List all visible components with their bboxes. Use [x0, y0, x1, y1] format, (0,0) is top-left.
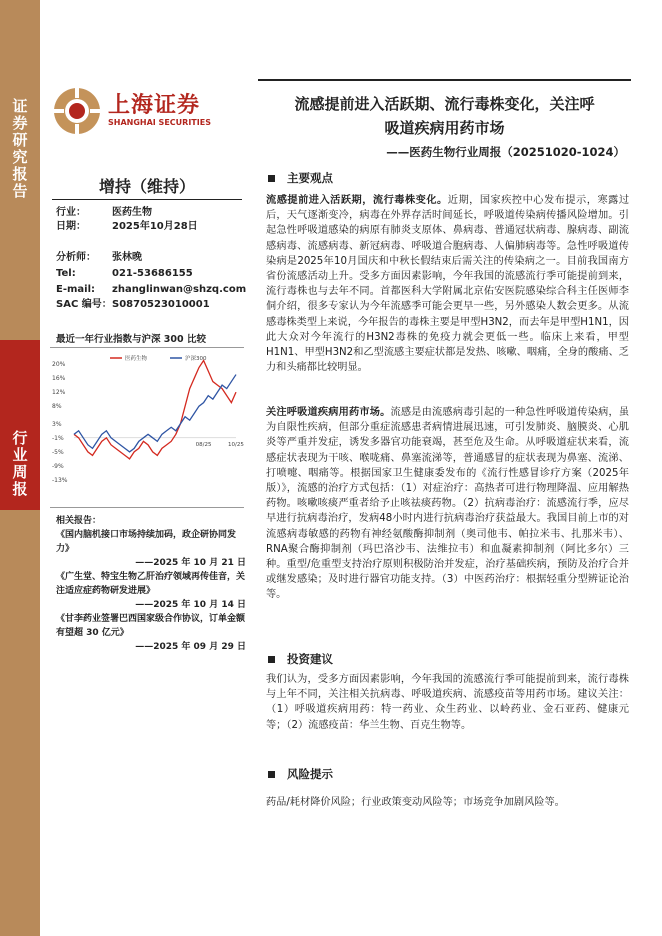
sac-key: SAC 编号：	[56, 299, 112, 310]
index-chart	[50, 352, 244, 502]
section-investment	[268, 651, 333, 667]
sidebar-top-label: 证券研究报告	[12, 97, 28, 200]
paragraph-investment: 我们认为，受多方面因素影响，今年我国的流感流行季可能提前到来，流行毒株与上年不同，关注相关抗病毒、呼吸道疾病、流感疫苗等用药市场。建议关注：（1）呼吸道疾病用药：特一药业、众生药业、以岭药业、金石亚药、健康元等；（2）流感疫苗：华兰生物、百克生物等。	[266, 674, 629, 731]
logo-en: SHANGHAI SECURITIES	[108, 118, 211, 127]
logo-cn: 上海证券	[108, 93, 201, 118]
chart-rule	[50, 347, 244, 348]
rating: 增持（维持）	[98, 177, 195, 196]
date-row	[56, 220, 198, 234]
section-risk	[268, 766, 333, 782]
paragraph-flu-season	[266, 193, 629, 375]
section-main-points-label: 主要观点	[287, 171, 333, 185]
tel-key: Tel:	[56, 268, 76, 279]
related-date-2: ——2025 年 10 月 14 日	[135, 600, 246, 610]
page-subtitle: ——医药生物行业周报（20251020-1024）	[386, 145, 625, 159]
paragraph-respiratory-drugs-lead: 关注呼吸道疾病用药市场。	[266, 407, 391, 418]
sidebar-block-label: 行业周报	[12, 429, 28, 498]
title-line-1: 流感提前进入活跃期、流行毒株变化，关注呼	[294, 95, 595, 113]
bullet-square-icon	[268, 656, 275, 663]
y-tick-label: -5%	[52, 448, 64, 456]
y-tick-label: -13%	[52, 477, 68, 484]
logo-mark	[52, 86, 102, 136]
chart-bottom-rule	[50, 507, 244, 508]
industry-value: 医药生物	[112, 207, 152, 218]
header-rule	[258, 79, 631, 81]
related-label: 相关报告：	[56, 516, 102, 526]
sac-value: S0870523010001	[112, 299, 210, 310]
legend-label-1: 沪深300	[185, 356, 207, 362]
paragraph-respiratory-drugs	[266, 405, 629, 603]
bullet-square-icon	[268, 771, 275, 778]
paragraph-flu-season-lead: 流感提前进入活跃期，流行毒株变化。	[266, 195, 448, 206]
y-tick-label: 16%	[52, 375, 66, 383]
y-tick-label: 20%	[52, 361, 66, 368]
date-key: 日期：	[56, 221, 86, 232]
page-title	[258, 92, 631, 140]
analyst-row	[56, 251, 142, 265]
paragraph-flu-season-body: 近期，国家疾控中心发布提示，寒露过后，天气逐渐变冷，病毒在外界存活时间延长，呼吸道传染病传播风险增加。引起急性呼吸道感染的病原有肺炎支原体、鼻病毒、普通冠状病毒、腺病毒、副流感病毒、流感病毒、新冠病毒、呼吸道合胞病毒、人偏肺病毒等。急性呼吸道传染病是2025年10月国庆和中秋长假结束后需关注的传染病之一。目前我国南方省份流感活动上升。受多方面因素影响，今年我国的流感流行季可能提前到来，流行毒株也与去年不同。首都医科大学附属北京佑安医院感染综合科主任医师李侗介绍，很多专家认为今年流感季可能会更早一些，另外感染人数会更多。从流感毒株类型上来说，今年报告的毒株主要是甲型H3N2，而去年是甲型H1N1，因此大众对今年流行的H3N2毒株的免疫力就会更低一些。临床上来看，甲型H1N1、甲型H3N2和乙型流感主要症状都是发热、咳嗽、咽痛，全身的酸痛、乏力和头痛都比较明显。	[266, 195, 630, 374]
y-tick-label: -1%	[52, 434, 64, 442]
related-date-3: ——2025 年 09 月 29 日	[135, 642, 246, 652]
y-tick-label: -9%	[52, 462, 64, 470]
x-tick-label: 08/25	[195, 441, 212, 448]
tel-row	[56, 267, 193, 281]
industry-key: 行业：	[56, 207, 86, 218]
paragraph-respiratory-drugs-body: 流感是由流感病毒引起的一种急性呼吸道传染病，虽为自限性疾病，但部分重症流感患者病情进展迅速，可引发肺炎、脑膜炎、心肌炎等严重并发症，诱发多器官功能衰竭，甚至危及生命。从呼吸道症状来看，流感症状表现为干咳、喉咙痛、鼻塞流涕等，普通感冒的症状表现为鼻塞、流涕、打喷嚏、咽痛等。根据国家卫生健康委发布的《流行性感冒诊疗方案（2025年版）》，流感的治疗方式包括：（1）对症治疗：高热者可进行物理降温、应用解热药物。咳嗽咳痰严重者给予止咳祛痰药物。（2）抗病毒治疗：流感流行季，应尽早进行抗病毒治疗，发病48小时内进行抗病毒治疗获益最大。我国目前上市的对流感病毒敏感的药物有神经氨酸酶抑制剂（奥司他韦、帕拉米韦、扎那米韦）、RNA聚合酶抑制剂（玛巴洛沙韦、法维拉韦）和血凝素抑制剂（阿比多尔）三种。重型/危重型支持治疗原则积极防治并发症，治疗基础疾病，预防及治疗合并或继发感染；及时进行器官功能支持。（3）中医药治疗：根据轻重分型辨证论治等。	[266, 407, 630, 601]
paragraph-risk: 药品/耗材降价风险；行业政策变动风险等；市场竞争加剧风险等。	[266, 797, 565, 808]
email-key: E-mail:	[56, 284, 96, 295]
email-value[interactable]: zhanglinwan@shzq.com	[112, 284, 247, 295]
series-line-1	[74, 375, 236, 452]
section-risk-label: 风险提示	[287, 767, 333, 781]
related-report-2[interactable]: 《广生堂、特宝生物乙肝治疗领域再传佳音，关注适应症药物研发进展》	[56, 572, 246, 596]
related-report-1[interactable]: 《国内脑机接口市场持续加码，政企研协同发力》	[56, 530, 237, 554]
email-row	[56, 283, 246, 297]
analyst-value: 张林晚	[112, 252, 142, 263]
rating-rule	[52, 199, 242, 200]
related-reports	[56, 514, 246, 654]
section-investment-label: 投资建议	[287, 652, 333, 666]
related-date-1: ——2025 年 10 月 21 日	[135, 558, 246, 568]
bullet-square-icon	[268, 175, 275, 182]
legend-label-0: 医药生物	[125, 356, 148, 362]
x-tick-label: 10/25	[228, 441, 244, 448]
related-report-3[interactable]: 《甘李药业签署巴西国家级合作协议，订单金额有望超 30 亿元》	[56, 614, 246, 638]
tel-value: 021-53686155	[112, 268, 193, 279]
series-line-0	[74, 360, 236, 458]
logo	[52, 86, 242, 136]
analyst-key: 分析师：	[56, 252, 96, 263]
y-tick-label: 12%	[52, 389, 66, 397]
date-value: 2025年10月28日	[112, 221, 198, 232]
y-tick-label: 8%	[52, 403, 62, 411]
title-line-2: 吸道疾病用药市场	[384, 119, 505, 137]
sac-row	[56, 298, 210, 312]
industry-row	[56, 206, 152, 220]
chart-title: 最近一年行业指数与沪深 300 比较	[56, 334, 206, 345]
y-tick-label: 3%	[52, 420, 62, 428]
section-main-points	[268, 170, 333, 186]
